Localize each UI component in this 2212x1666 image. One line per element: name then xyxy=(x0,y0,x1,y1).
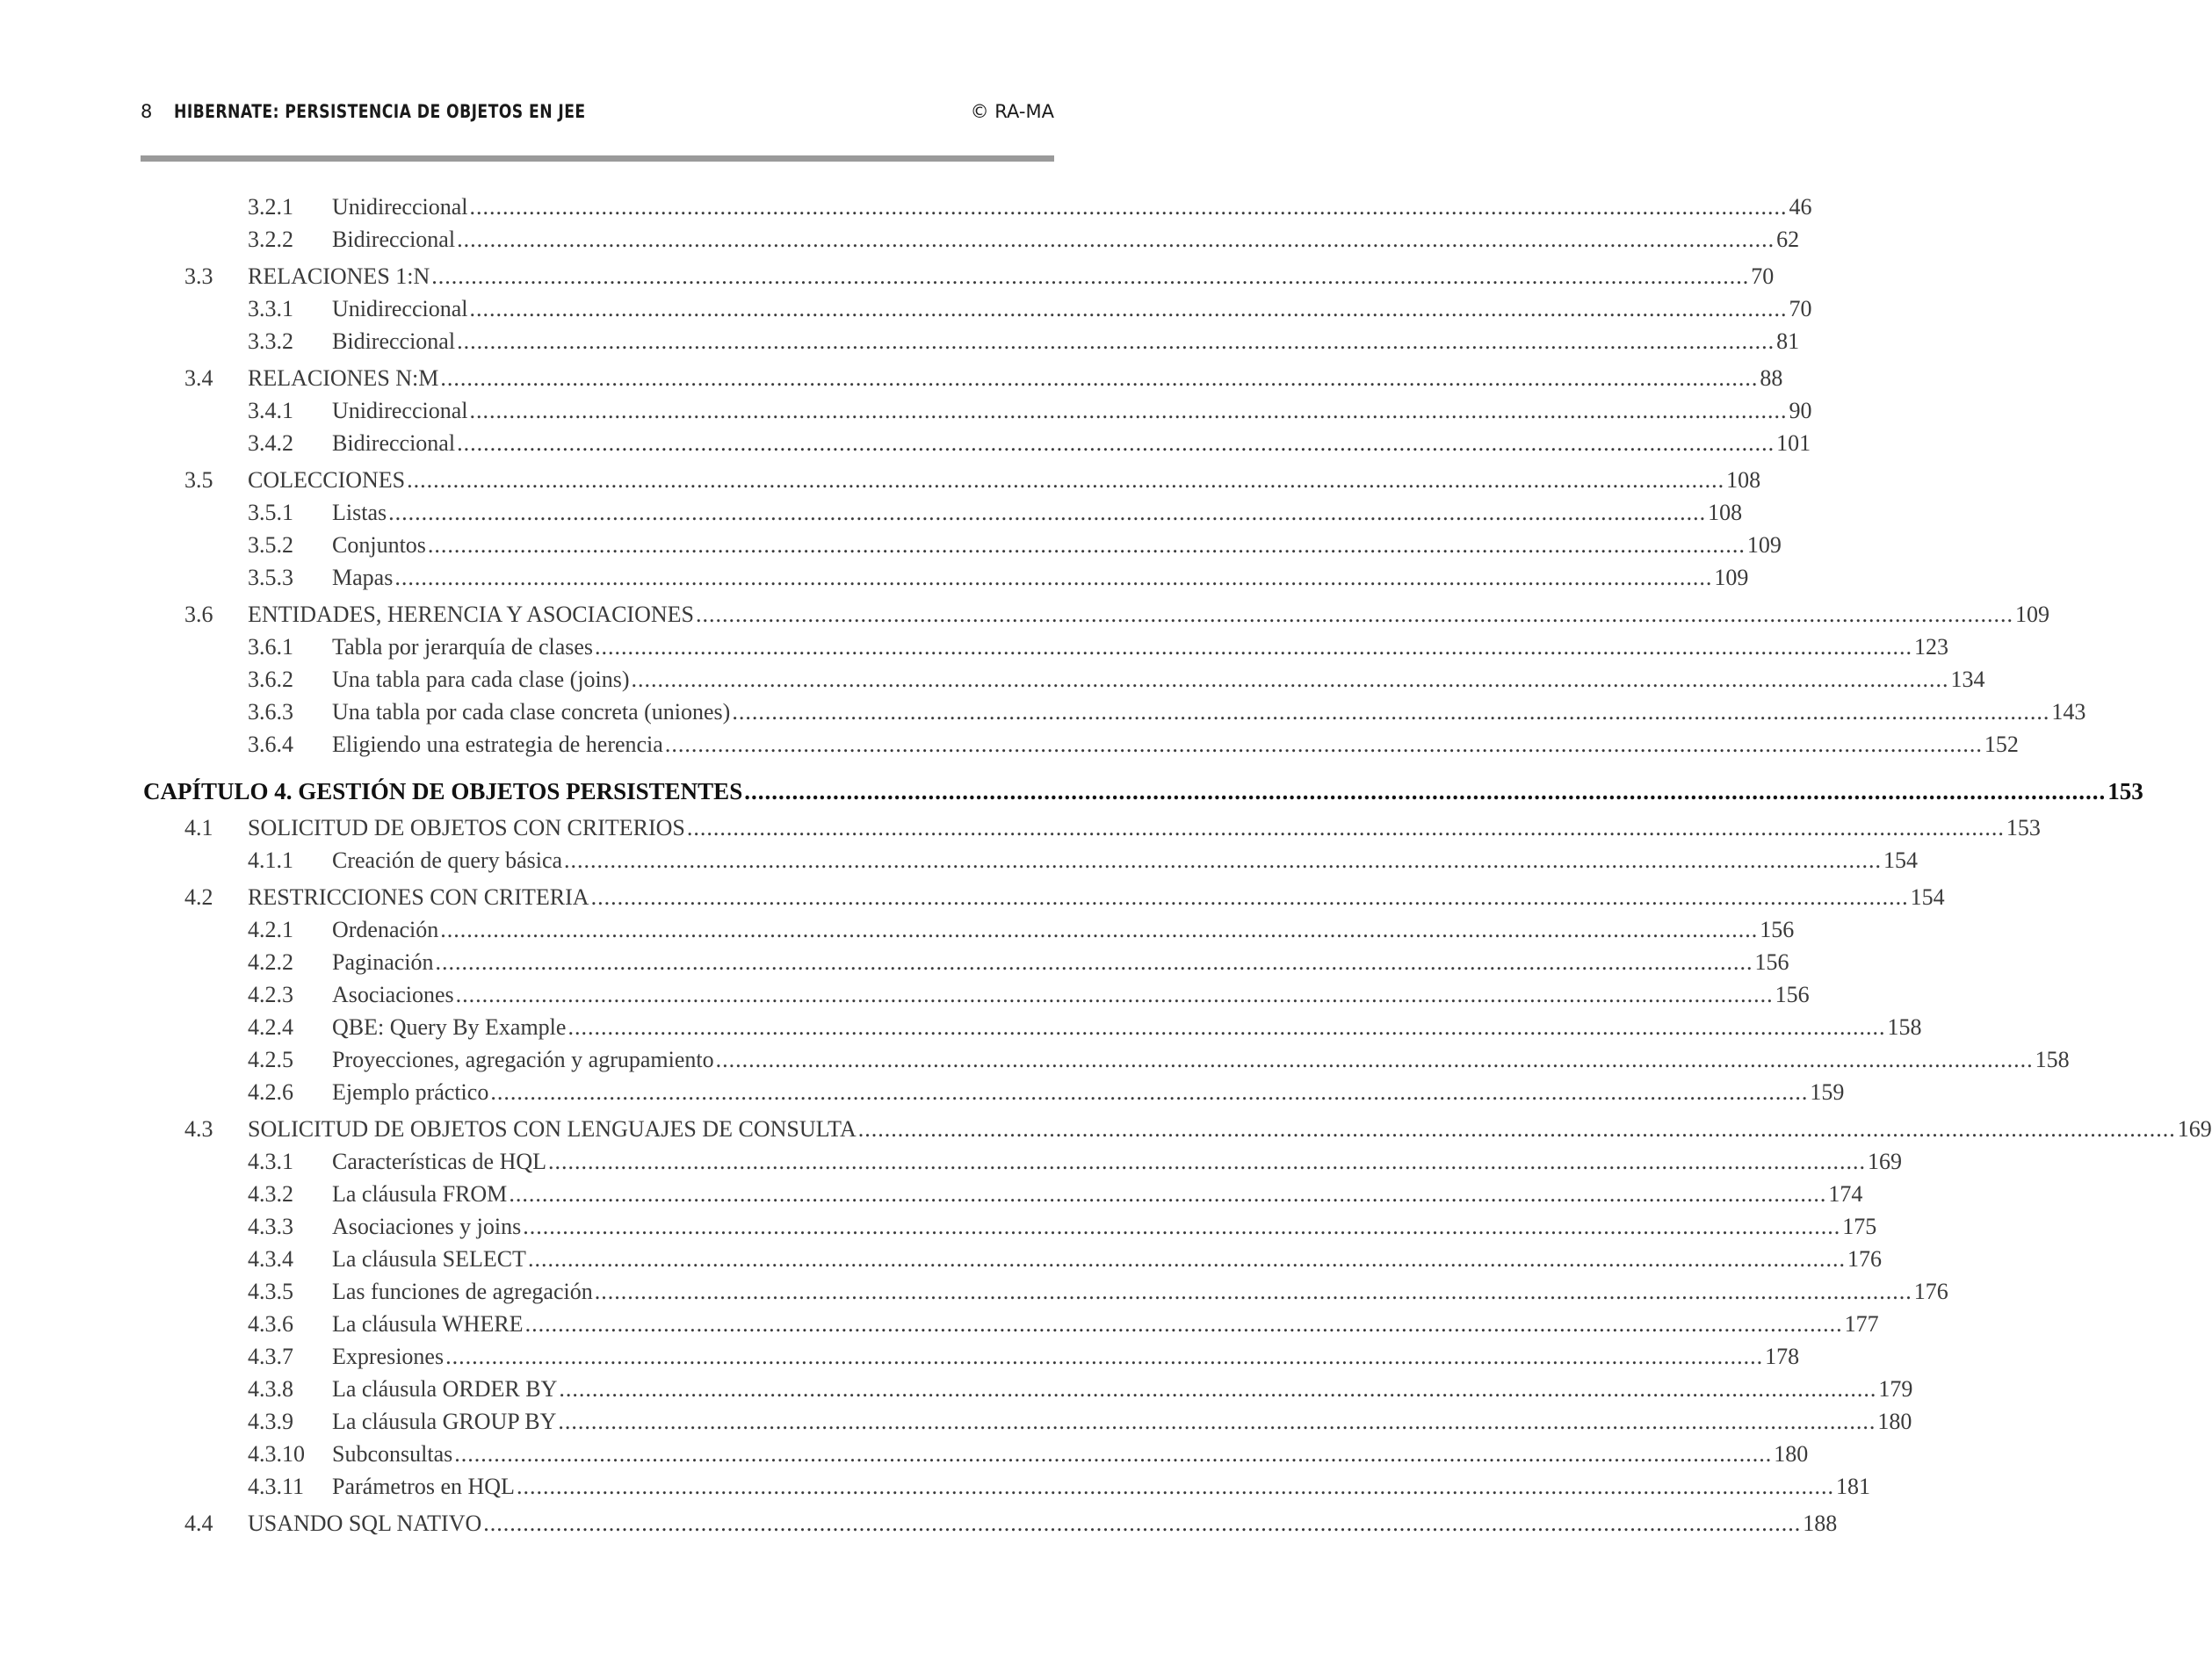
toc-entry-number: 3.4.1 xyxy=(248,398,293,423)
dot-leader: ........................................................................................................................................................................................................ xyxy=(455,982,1774,1007)
toc-entry-number: 3.2.2 xyxy=(248,227,293,252)
toc-entry xyxy=(0,1342,1800,1372)
toc-entry-number: 4.2 xyxy=(184,884,213,910)
toc-entry xyxy=(0,665,1985,695)
dot-leader: ........................................................................................................................................................................................................ xyxy=(394,565,1713,590)
toc-entry xyxy=(0,498,1743,528)
toc-entry xyxy=(0,813,2041,843)
toc-entry-line xyxy=(332,1244,1882,1274)
dot-leader: ........................................................................................................................................................................................................ xyxy=(664,732,1983,757)
dot-leader: ........................................................................................................................................................................................................ xyxy=(445,1344,1764,1369)
dot-leader: ........................................................................................................................................................................................................ xyxy=(509,1181,1827,1207)
toc-entry-page: 181 xyxy=(1835,1474,1870,1499)
toc-entry-line xyxy=(332,980,1810,1010)
toc-entry-number: 3.6.4 xyxy=(248,732,293,757)
toc-entry-page: 123 xyxy=(1914,634,1949,660)
toc-entry-title: Asociaciones xyxy=(332,982,454,1007)
toc-entry xyxy=(0,1407,1912,1437)
dot-leader: ........................................................................................................................................................................................................ xyxy=(594,1279,1912,1304)
toc-entry-title: Una tabla por cada clase concreta (uniones) xyxy=(332,699,731,725)
toc-entry-line xyxy=(332,294,1812,324)
dot-leader: ........................................................................................................................................................................................................ xyxy=(558,1409,1876,1434)
toc-entry-line xyxy=(332,1277,1948,1307)
toc-entry-title: Creación de query básica xyxy=(332,847,563,873)
toc-entry-number: 3.4.2 xyxy=(248,430,293,456)
toc-entry-line xyxy=(248,1509,1838,1539)
toc-entry-line xyxy=(332,1078,1845,1107)
toc-entry-number: 3.6.2 xyxy=(248,667,293,692)
toc-entry-number: 4.3.9 xyxy=(248,1409,293,1434)
dot-leader: ........................................................................................................................................................................................................ xyxy=(490,1079,1809,1105)
toc-entry xyxy=(0,948,1789,977)
toc-entry-line xyxy=(143,776,2143,806)
dot-leader: ........................................................................................................................................................................................................ xyxy=(744,778,2107,804)
toc-entry xyxy=(0,883,1945,912)
toc-entry-number: 4.2.6 xyxy=(248,1079,293,1105)
toc-entry-line xyxy=(332,498,1743,528)
toc-entry-line xyxy=(332,1407,1912,1437)
toc-entry xyxy=(0,1179,1863,1209)
dot-leader: ........................................................................................................................................................................................................ xyxy=(695,602,2013,627)
toc-entry-number: 4.3.8 xyxy=(248,1376,293,1402)
toc-entry-title: Proyecciones, agregación y agrupamiento xyxy=(332,1047,714,1072)
toc-entry-page: 169 xyxy=(2177,1116,2212,1142)
toc-entry xyxy=(0,915,1795,945)
dot-leader: ........................................................................................................................................................................................................ xyxy=(457,227,1775,252)
toc-entry xyxy=(0,1114,2212,1144)
toc-entry-title: Parámetros en HQL xyxy=(332,1474,515,1499)
toc-entry-number: 3.6 xyxy=(184,602,213,627)
toc-entry-page: 159 xyxy=(1810,1079,1845,1105)
dot-leader: ........................................................................................................................................................................................................ xyxy=(454,1441,1773,1467)
toc-entry-line xyxy=(332,846,1919,876)
toc-entry xyxy=(0,465,1761,495)
toc-entry-number: 3.5.1 xyxy=(248,500,293,525)
toc-entry xyxy=(0,1309,1879,1339)
toc-entry-page: 62 xyxy=(1776,227,1800,252)
toc-entry-line xyxy=(332,1013,1922,1042)
toc-entry-line xyxy=(332,915,1795,945)
publisher-mark: © RA-MA xyxy=(970,101,1054,122)
toc-entry-page: 109 xyxy=(1714,565,1749,590)
dot-leader: ........................................................................................................................................................................................................ xyxy=(469,296,1788,321)
toc-entry-line xyxy=(332,697,2086,727)
dot-leader: ........................................................................................................................................................................................................ xyxy=(595,634,1913,660)
toc-entry-title: Listas xyxy=(332,500,387,525)
toc-entry-title: Subconsultas xyxy=(332,1441,453,1467)
toc-entry-page: 156 xyxy=(1775,982,1810,1007)
dot-leader: ........................................................................................................................................................................................................ xyxy=(523,1214,1841,1239)
toc-entry-line xyxy=(332,632,1949,662)
toc-entry-page: 81 xyxy=(1776,328,1800,354)
dot-leader: ........................................................................................................................................................................................................ xyxy=(469,398,1788,423)
dot-leader: ........................................................................................................................................................................................................ xyxy=(440,917,1759,942)
toc-entry-title: SOLICITUD DE OBJETOS CON CRITERIOS xyxy=(248,815,685,840)
toc-entry-title: Eligiendo una estrategia de herencia xyxy=(332,732,663,757)
toc-entry-page: 158 xyxy=(2035,1047,2070,1072)
toc-entry-line xyxy=(332,1439,1809,1469)
toc-entry-number: 4.3.2 xyxy=(248,1181,293,1207)
toc-entry xyxy=(0,1045,2070,1075)
dot-leader: ........................................................................................................................................................................................................ xyxy=(407,467,1725,493)
dot-leader: ........................................................................................................................................................................................................ xyxy=(524,1311,1843,1337)
toc-entry-page: 169 xyxy=(1868,1149,1903,1174)
toc-entry-title: RELACIONES 1:N xyxy=(248,263,430,289)
toc-entry-number: 4.2.3 xyxy=(248,982,293,1007)
dot-leader: ........................................................................................................................................................................................................ xyxy=(686,815,2005,840)
toc-entry-line xyxy=(248,1114,2212,1144)
toc-entry-page: 88 xyxy=(1760,365,1783,391)
toc-entry-page: 46 xyxy=(1789,194,1812,220)
toc-entry-number: 4.3.7 xyxy=(248,1344,293,1369)
toc-entry-page: 109 xyxy=(1746,532,1782,558)
toc-entry-page: 153 xyxy=(2006,815,2041,840)
toc-entry-page: 153 xyxy=(2107,778,2143,804)
toc-entry-line xyxy=(332,1472,1870,1502)
toc-entry-title: ENTIDADES, HERENCIA Y ASOCIACIONES xyxy=(248,602,694,627)
toc-entry-title: La cláusula GROUP BY xyxy=(332,1409,557,1434)
toc-entry-title: Bidireccional xyxy=(332,430,456,456)
toc-entry-title: La cláusula SELECT xyxy=(332,1246,526,1272)
toc-entry-number: 4.2.2 xyxy=(248,949,293,975)
toc-entry-line xyxy=(332,225,1800,255)
toc-entry xyxy=(0,225,1800,255)
dot-leader: ........................................................................................................................................................................................................ xyxy=(516,1474,1834,1499)
dot-leader: ........................................................................................................................................................................................................ xyxy=(427,532,1746,558)
toc-entry-line xyxy=(332,1342,1800,1372)
toc-entry-title: Ejemplo práctico xyxy=(332,1079,489,1105)
toc-entry-line xyxy=(332,1374,1913,1404)
toc-entry-title: La cláusula WHERE xyxy=(332,1311,524,1337)
toc-entry xyxy=(0,530,1782,560)
toc-entry xyxy=(0,1244,1882,1274)
toc-entry-page: 176 xyxy=(1913,1279,1948,1304)
toc-entry-line xyxy=(332,948,1789,977)
dot-leader: ........................................................................................................................................................................................................ xyxy=(527,1246,1846,1272)
toc-entry-number: 4.3.10 xyxy=(248,1441,305,1467)
toc-entry-title: USANDO SQL NATIVO xyxy=(248,1511,482,1536)
toc-entry-title: Asociaciones y joins xyxy=(332,1214,522,1239)
toc-entry-number: 4.3.5 xyxy=(248,1279,293,1304)
dot-leader: ........................................................................................................................................................................................................ xyxy=(590,884,1909,910)
dot-leader: ........................................................................................................................................................................................................ xyxy=(857,1116,2176,1142)
toc-entry-page: 178 xyxy=(1765,1344,1800,1369)
dot-leader: ........................................................................................................................................................................................................ xyxy=(440,365,1759,391)
dot-leader: ........................................................................................................................................................................................................ xyxy=(483,1511,1802,1536)
toc-entry-title: La cláusula FROM xyxy=(332,1181,508,1207)
toc-entry-number: 3.5.3 xyxy=(248,565,293,590)
toc-entry-line xyxy=(332,1147,1903,1177)
toc-entry-number: 4.2.4 xyxy=(248,1014,293,1040)
toc-chapter-entry xyxy=(0,776,2143,806)
dot-leader: ........................................................................................................................................................................................................ xyxy=(435,949,1753,975)
toc-entry-page: 156 xyxy=(1760,917,1795,942)
toc-entry-page: 90 xyxy=(1789,398,1812,423)
toc-entry-page: 152 xyxy=(1984,732,2019,757)
toc-entry-number: 4.3.6 xyxy=(248,1311,293,1337)
dot-leader: ........................................................................................................................................................................................................ xyxy=(732,699,2050,725)
toc-entry-page: 174 xyxy=(1828,1181,1863,1207)
toc-entry-number: 4.3.11 xyxy=(248,1474,305,1499)
dot-leader: ........................................................................................................................................................................................................ xyxy=(564,847,1883,873)
dot-leader: ........................................................................................................................................................................................................ xyxy=(469,194,1788,220)
toc-entry-number: 3.3.1 xyxy=(248,296,293,321)
book-title: HIBERNATE: PERSISTENCIA DE OBJETOS EN JEE xyxy=(174,101,586,122)
toc-entry-page: 180 xyxy=(1774,1441,1809,1467)
toc-entry-number: 3.3.2 xyxy=(248,328,293,354)
toc-entry-line xyxy=(248,813,2041,843)
toc-entry-line xyxy=(332,396,1812,426)
toc-entry-title: Bidireccional xyxy=(332,328,456,354)
toc-entry-line xyxy=(332,665,1985,695)
dot-leader: ........................................................................................................................................................................................................ xyxy=(715,1047,2034,1072)
toc-entry-number: 4.3.1 xyxy=(248,1149,293,1174)
dot-leader: ........................................................................................................................................................................................................ xyxy=(559,1376,1877,1402)
dot-leader: ........................................................................................................................................................................................................ xyxy=(457,430,1775,456)
toc-entry-number: 3.6.1 xyxy=(248,634,293,660)
toc-entry-line xyxy=(332,1045,2070,1075)
toc-entry-number: 3.3 xyxy=(184,263,213,289)
toc-entry xyxy=(0,697,2086,727)
toc-entry-number: 3.4 xyxy=(184,365,213,391)
toc-entry-line xyxy=(332,327,1800,357)
toc-entry-page: 108 xyxy=(1726,467,1761,493)
toc-entry-line xyxy=(248,364,1783,393)
toc-entry xyxy=(0,1013,1922,1042)
toc-entry xyxy=(0,1439,1809,1469)
toc-entry-page: 154 xyxy=(1910,884,1945,910)
toc-entry-title: Mapas xyxy=(332,565,394,590)
toc-entry-line xyxy=(332,429,1811,458)
toc-entry-page: 70 xyxy=(1789,296,1812,321)
toc-entry-title: La cláusula ORDER BY xyxy=(332,1376,558,1402)
toc-entry-page: 108 xyxy=(1708,500,1743,525)
toc-entry xyxy=(0,1078,1845,1107)
toc-entry xyxy=(0,600,2049,630)
toc-entry xyxy=(0,327,1800,357)
toc-entry xyxy=(0,1374,1913,1404)
toc-entry-line xyxy=(332,192,1812,222)
toc-entry-number: 4.3.3 xyxy=(248,1214,293,1239)
toc-entry-title: Paginación xyxy=(332,949,434,975)
toc-entry-number: 4.2.5 xyxy=(248,1047,293,1072)
dot-leader: ........................................................................................................................................................................................................ xyxy=(431,263,1750,289)
toc-entry-title: Unidireccional xyxy=(332,398,468,423)
toc-entry-title: Las funciones de agregación xyxy=(332,1279,593,1304)
toc-entry-page: 180 xyxy=(1877,1409,1912,1434)
toc-entry xyxy=(0,632,1949,662)
toc-entry-title: Una tabla para cada clase (joins) xyxy=(332,667,630,692)
toc-entry-page: 175 xyxy=(1842,1214,1877,1239)
toc-entry xyxy=(0,192,1812,222)
toc-entry xyxy=(0,1277,1948,1307)
dot-leader: ........................................................................................................................................................................................................ xyxy=(388,500,1707,525)
toc-entry-number: 4.3 xyxy=(184,1116,213,1142)
toc-entry-line xyxy=(332,530,1782,560)
toc-entry-page: 156 xyxy=(1754,949,1789,975)
toc-entry-page: 134 xyxy=(1950,667,1985,692)
toc-entry xyxy=(0,1212,1877,1242)
dot-leader: ........................................................................................................................................................................................................ xyxy=(457,328,1775,354)
toc-entry xyxy=(0,364,1783,393)
toc-entry xyxy=(0,396,1812,426)
toc-entry-number: 4.3.4 xyxy=(248,1246,293,1272)
toc-entry-page: 158 xyxy=(1887,1014,1922,1040)
dot-leader: ........................................................................................................................................................................................................ xyxy=(548,1149,1867,1174)
toc-entry-line xyxy=(248,883,1945,912)
toc-entry-number: 3.2.1 xyxy=(248,194,293,220)
toc-entry-line xyxy=(248,600,2049,630)
toc-entry-title: Bidireccional xyxy=(332,227,456,252)
toc-entry-line xyxy=(332,1212,1877,1242)
toc-entry-number: 4.1.1 xyxy=(248,847,293,873)
toc-entry-line xyxy=(248,465,1761,495)
toc-entry-page: 101 xyxy=(1776,430,1811,456)
toc-entry-number: 4.4 xyxy=(184,1511,213,1536)
toc-entry-line xyxy=(248,262,1775,292)
toc-entry-number: 4.1 xyxy=(184,815,213,840)
page-number: 8 xyxy=(141,101,153,122)
toc-entry-page: 177 xyxy=(1844,1311,1879,1337)
dot-leader: ........................................................................................................................................................................................................ xyxy=(567,1014,1886,1040)
toc-entry-title: Características de HQL xyxy=(332,1149,547,1174)
toc-entry-title: CAPÍTULO 4. GESTIÓN DE OBJETOS PERSISTENTES xyxy=(143,778,743,804)
toc-entry xyxy=(0,262,1775,292)
toc-entry-number: 4.2.1 xyxy=(248,917,293,942)
toc-entry xyxy=(0,730,2019,760)
toc-entry xyxy=(0,980,1810,1010)
toc-entry-page: 154 xyxy=(1883,847,1919,873)
dot-leader: ........................................................................................................................................................................................................ xyxy=(631,667,1949,692)
toc-entry xyxy=(0,294,1812,324)
toc-entry-title: Conjuntos xyxy=(332,532,426,558)
toc-entry-title: QBE: Query By Example xyxy=(332,1014,567,1040)
toc-entry-title: Unidireccional xyxy=(332,194,468,220)
toc-entry-title: Expresiones xyxy=(332,1344,445,1369)
toc-entry-page: 188 xyxy=(1803,1511,1838,1536)
toc-entry-number: 3.6.3 xyxy=(248,699,293,725)
toc-entry xyxy=(0,1472,1870,1502)
toc-entry-title: RELACIONES N:M xyxy=(248,365,439,391)
toc-entry-line xyxy=(332,563,1749,593)
toc-entry xyxy=(0,563,1749,593)
toc-entry-page: 176 xyxy=(1847,1246,1882,1272)
toc-entry-title: Tabla por jerarquía de clases xyxy=(332,634,594,660)
toc-entry-line xyxy=(332,1309,1879,1339)
toc-entry-page: 109 xyxy=(2014,602,2049,627)
toc-entry xyxy=(0,429,1811,458)
toc-entry-page: 179 xyxy=(1878,1376,1913,1402)
toc-entry-title: COLECCIONES xyxy=(248,467,406,493)
toc-entry-title: SOLICITUD DE OBJETOS CON LENGUAJES DE CONSULTA xyxy=(248,1116,857,1142)
toc-entry-page: 70 xyxy=(1751,263,1775,289)
toc-entry xyxy=(0,846,1919,876)
toc-entry-line xyxy=(332,1179,1863,1209)
toc-entry-title: Unidireccional xyxy=(332,296,468,321)
toc-entry-line xyxy=(332,730,2019,760)
toc-entry xyxy=(0,1147,1903,1177)
toc-entry-title: RESTRICCIONES CON CRITERIA xyxy=(248,884,589,910)
toc-entry-number: 3.5 xyxy=(184,467,213,493)
toc-entry-page: 143 xyxy=(2051,699,2086,725)
toc-entry-title: Ordenación xyxy=(332,917,439,942)
toc-entry-number: 3.5.2 xyxy=(248,532,293,558)
toc-entry xyxy=(0,1509,1838,1539)
